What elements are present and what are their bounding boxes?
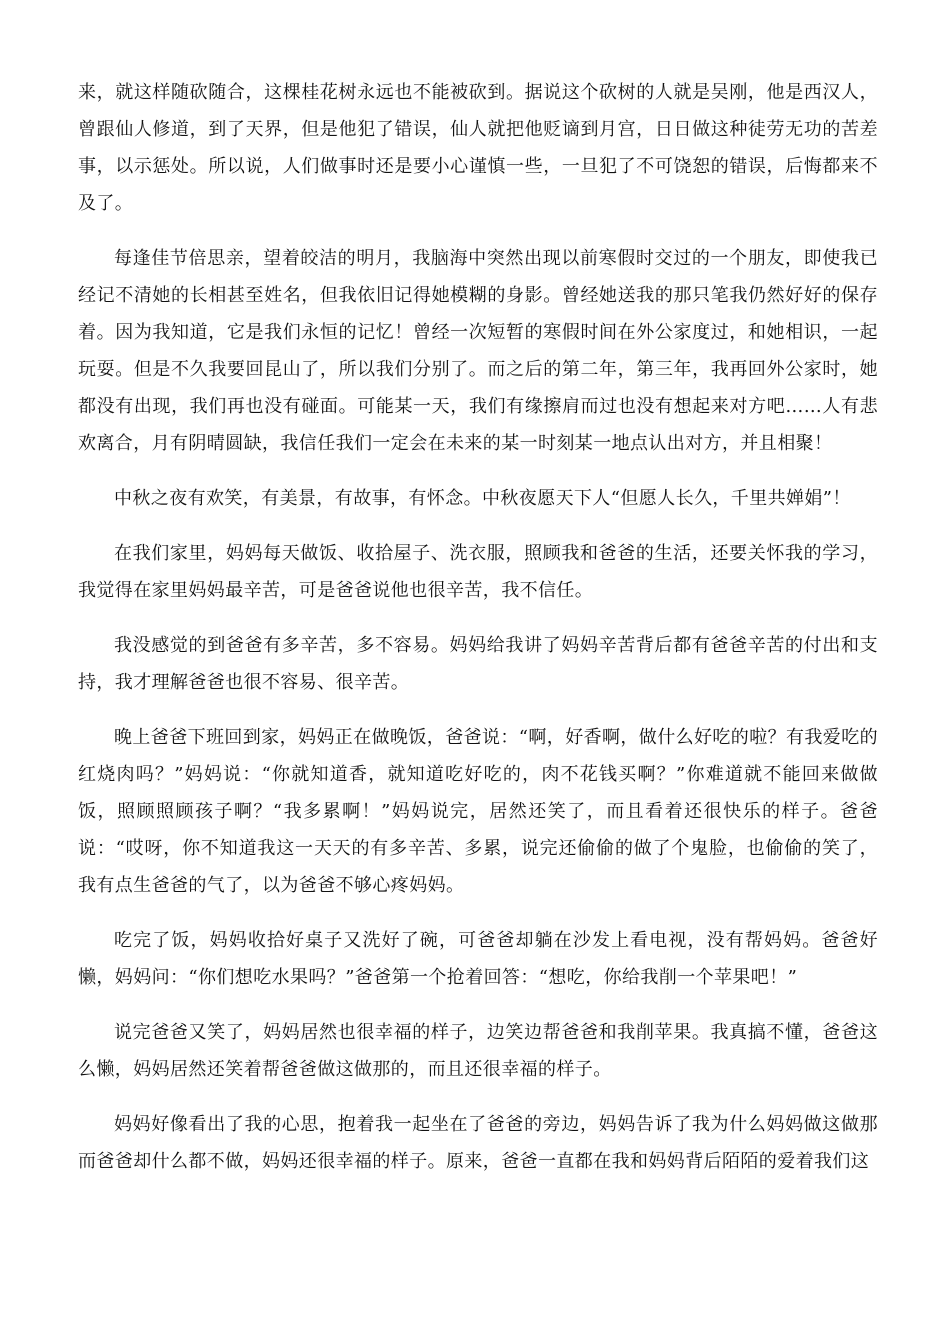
paragraph: 我没感觉的到爸爸有多辛苦，多不容易。妈妈给我讲了妈妈辛苦背后都有爸爸辛苦的付出和支持，我才理解爸爸也很不容易、很辛苦。 <box>78 635 878 693</box>
paragraph-continuation: 来，就这样随砍随合，这棵桂花树永远也不能被砍到。据说这个砍树的人就是吴刚，他是西汉人，曾跟仙人修道，到了天界，但是他犯了错误，仙人就把他贬谪到月宫，日日做这种徒劳无功的苦差事，以示惩处。所以说，人们做事时还是要小心谨慎一些，一旦犯了不可饶恕的错误，后悔都来不及了。 <box>78 82 878 214</box>
paragraph: 妈妈好像看出了我的心思，抱着我一起坐在了爸爸的旁边，妈妈告诉了我为什么妈妈做这做那而爸爸却什么都不做，妈妈还很幸福的样子。原来，爸爸一直都在我和妈妈背后陌陌的爱着我们这 <box>78 1114 878 1172</box>
paragraph: 在我们家里，妈妈每天做饭、收拾屋子、洗衣服，照顾我和爸爸的生活，还要关怀我的学习，我觉得在家里妈妈最辛苦，可是爸爸说他也很辛苦，我不信任。 <box>78 543 878 601</box>
paragraph: 说完爸爸又笑了，妈妈居然也很幸福的样子，边笑边帮爸爸和我削苹果。我真搞不懂，爸爸这么懒，妈妈居然还笑着帮爸爸做这做那的，而且还很幸福的样子。 <box>78 1022 878 1080</box>
paragraph: 晚上爸爸下班回到家，妈妈正在做晚饭，爸爸说：“啊，好香啊，做什么好吃的啦？有我爱吃的红烧肉吗？”妈妈说：“你就知道香，就知道吃好吃的，肉不花钱买啊？”你难道就不能回来做做饭，照顾照顾孩子啊？“我多累啊！”妈妈说完，居然还笑了，而且看着还很快乐的样子。爸爸说：“哎呀，你不知道我这一天天的有多辛苦、多累，说完还偷偷的做了个鬼脸，也偷偷的笑了，我有点生爸爸的气了，以为爸爸不够心疼妈妈。 <box>78 727 878 896</box>
paragraph: 每逢佳节倍思亲，望着皎洁的明月，我脑海中突然出现以前寒假时交过的一个朋友，即使我已经记不清她的长相甚至姓名，但我依旧记得她模糊的身影。曾经她送我的那只笔我仍然好好的保存着。因为我知道，它是我们永恒的记忆！曾经一次短暂的寒假时间在外公家度过，和她相识，一起玩耍。但是不久我要回昆山了，所以我们分别了。而之后的第二年，第三年，我再回外公家时，她都没有出现，我们再也没有碰面。可能某一天，我们有缘擦肩而过也没有想起来对方吧……人有悲欢离合，月有阴晴圆缺，我信任我们一定会在未来的某一时刻某一地点认出对方，并且相聚！ <box>78 248 878 454</box>
document-page <box>78 74 878 1198</box>
paragraph: 吃完了饭，妈妈收拾好桌子又洗好了碗，可爸爸却躺在沙发上看电视，没有帮妈妈。爸爸好懒，妈妈问：“你们想吃水果吗？”爸爸第一个抢着回答：“想吃，你给我削一个苹果吧！” <box>78 930 878 988</box>
paragraph: 中秋之夜有欢笑，有美景，有故事，有怀念。中秋夜愿天下人“但愿人长久，千里共婵娟”！ <box>114 488 851 509</box>
